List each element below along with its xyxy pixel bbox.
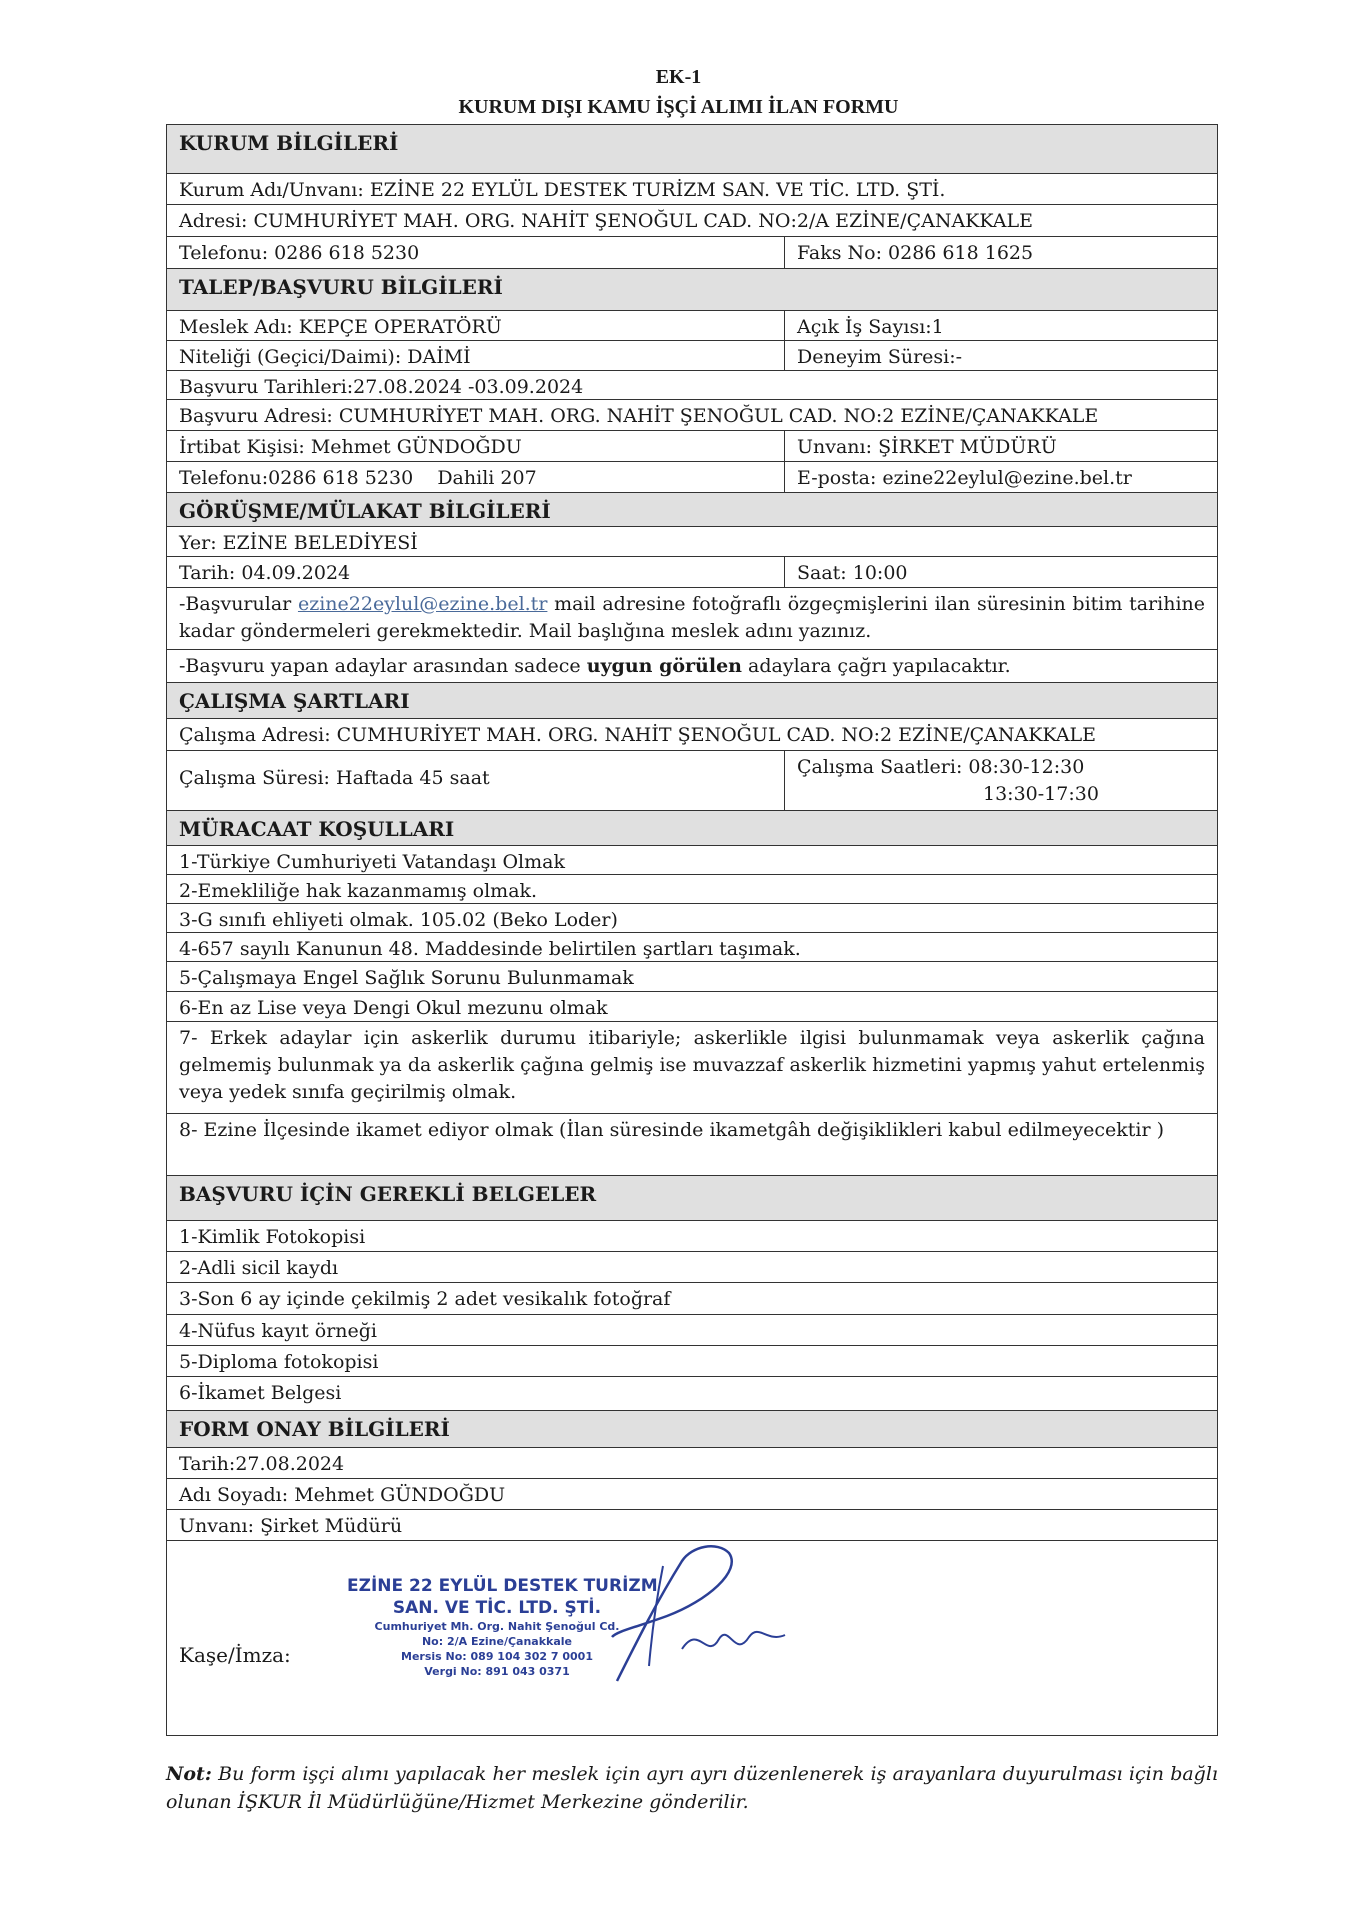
onay-tarih: Tarih:27.08.2024	[166, 1448, 1218, 1479]
kurum-name: Kurum Adı/Unvanı: EZİNE 22 EYLÜL DESTEK TURİZM SAN. VE TİC. LTD. ŞTİ.	[166, 174, 1218, 205]
muracaat-item: 3-G sınıfı ehliyeti olmak. 105.02 (Beko Loder)	[166, 904, 1218, 933]
kurum-phone: Telefonu: 0286 618 5230	[179, 242, 420, 264]
calisma-saatleri-1: Çalışma Saatleri: 08:30-12:30	[797, 756, 1085, 778]
stamp-line: No: 2/A Ezine/Çanakkale	[421, 1635, 573, 1648]
talep-row-2	[166, 341, 1218, 371]
calisma-time-row	[166, 751, 1218, 811]
application-form	[166, 124, 1218, 1736]
kurum-fax: Faks No: 0286 618 1625	[784, 237, 1217, 268]
belge-item: 2-Adli sicil kaydı	[166, 1252, 1218, 1283]
stamp-line: Cumhuriyet Mh. Org. Nahit Şenoğul Cd.	[374, 1620, 620, 1633]
muracaat-item: 2-Emekliliğe hak kazanmamış olmak.	[166, 875, 1218, 904]
kase-imza-label: Kaşe/İmza:	[179, 1643, 291, 1667]
kurum-contact-row	[166, 237, 1218, 269]
section-talep-heading: TALEP/BAŞVURU BİLGİLERİ	[166, 269, 1218, 311]
page-header	[0, 62, 1357, 122]
note2-post: adaylara çağrı yapılacaktır.	[741, 655, 1011, 677]
section-muracaat-heading: MÜRACAAT KOŞULLARI	[166, 811, 1218, 846]
belge-item: 1-Kimlik Fotokopisi	[166, 1221, 1218, 1252]
form-code: EK-1	[655, 66, 702, 88]
note2-pre: -Başvuru yapan adaylar arasından sadece	[179, 655, 587, 677]
muracaat-item: 8- Ezine İlçesinde ikamet ediyor olmak (İlan süresinde ikametgâh değişiklikleri kabul edilmeyecektir )	[166, 1114, 1218, 1176]
gorusme-note-selection	[166, 650, 1218, 683]
irtibat-telefonu: Telefonu:0286 618 5230 Dahili 207	[179, 467, 537, 489]
basvuru-adresi: Başvuru Adresi: CUMHURİYET MAH. ORG. NAHİT ŞENOĞUL CAD. NO:2 EZİNE/ÇANAKKALE	[166, 400, 1218, 431]
signature	[467, 1541, 797, 1691]
section-gorusme-heading: GÖRÜŞME/MÜLAKAT BİLGİLERİ	[166, 493, 1218, 527]
gorusme-note-email	[166, 588, 1218, 650]
section-calisma-heading: ÇALIŞMA ŞARTLARI	[166, 683, 1218, 719]
meslek-adi: Meslek Adı: KEPÇE OPERATÖRÜ	[179, 316, 502, 338]
note-label: Not:	[166, 1763, 212, 1785]
gorusme-time-row	[166, 557, 1218, 588]
email-link[interactable]: ezine22eylul@ezine.bel.tr	[297, 593, 548, 615]
muracaat-item: 6-En az Lise veya Dengi Okul mezunu olmak	[166, 992, 1218, 1022]
muracaat-item: 4-657 sayılı Kanunun 48. Maddesinde belirtilen şartları taşımak.	[166, 933, 1218, 962]
belge-item: 5-Diploma fotokopisi	[166, 1346, 1218, 1377]
calisma-adresi: Çalışma Adresi: CUMHURİYET MAH. ORG. NAHİT ŞENOĞUL CAD. NO:2 EZİNE/ÇANAKKALE	[166, 719, 1218, 751]
niteligi: Niteliği (Geçici/Daimi): DAİMİ	[179, 346, 471, 368]
note2-bold: uygun görülen	[586, 655, 742, 677]
stamp-line: SAN. VE TİC. LTD. ŞTİ.	[392, 1598, 602, 1618]
gorusme-saat: Saat: 10:00	[784, 557, 1217, 587]
irtibat-kisisi: İrtibat Kişisi: Mehmet GÜNDOĞDU	[179, 436, 522, 458]
basvuru-tarihleri: Başvuru Tarihleri:27.08.2024 -03.09.2024	[166, 371, 1218, 400]
acik-is-sayisi: Açık İş Sayısı:1	[784, 311, 1217, 340]
note1-post: mail adresine fotoğraflı özgeçmişlerini ilan süresinin bitim tarihine kadar göndermeleri gerekmektedir. Mail başlığına meslek adını yazınız.	[179, 593, 1206, 642]
deneyim-suresi: Deneyim Süresi:-	[784, 341, 1217, 370]
talep-row-1	[166, 311, 1218, 341]
kase-imza-box	[166, 1541, 1218, 1736]
onay-unvan: Unvanı: Şirket Müdürü	[166, 1510, 1218, 1541]
irtibat-eposta: E-posta: ezine22eylul@ezine.bel.tr	[784, 462, 1217, 492]
talep-row-4	[166, 462, 1218, 493]
calisma-suresi: Çalışma Süresi: Haftada 45 saat	[179, 767, 490, 789]
talep-row-3	[166, 431, 1218, 462]
stamp-line: EZİNE 22 EYLÜL DESTEK TURİZM	[347, 1576, 658, 1596]
stamp-line: Mersis No: 089 104 302 7 0001	[401, 1650, 593, 1663]
gorusme-yer: Yer: EZİNE BELEDİYESİ	[166, 527, 1218, 557]
belge-item: 6-İkamet Belgesi	[166, 1377, 1218, 1411]
calisma-saatleri	[784, 751, 1217, 810]
muracaat-item: 7- Erkek adaylar için askerlik durumu itibariyle; askerlikle ilgisi bulunmamak veya askerlik çağına gelmemiş bulunmak ya da askerlik çağına gelmiş ise muvazzaf askerlik hizmetini yapmış yahut ertelenmiş veya yedek sınıfa geçirilmiş olmak.	[166, 1022, 1218, 1114]
section-kurum-heading: KURUM BİLGİLERİ	[166, 124, 1218, 174]
muracaat-item: 5-Çalışmaya Engel Sağlık Sorunu Bulunmamak	[166, 962, 1218, 992]
section-onay-heading: FORM ONAY BİLGİLERİ	[166, 1411, 1218, 1448]
kurum-address: Adresi: CUMHURİYET MAH. ORG. NAHİT ŞENOĞUL CAD. NO:2/A EZİNE/ÇANAKKALE	[166, 205, 1218, 237]
form-title: KURUM DIŞI KAMU İŞÇİ ALIMI İLAN FORMU	[458, 96, 899, 118]
stamp-line: Vergi No: 891 043 0371	[424, 1665, 570, 1678]
onay-ad-soyad: Adı Soyadı: Mehmet GÜNDOĞDU	[166, 1479, 1218, 1510]
muracaat-item: 1-Türkiye Cumhuriyeti Vatandaşı Olmak	[166, 846, 1218, 875]
footer-note	[166, 1760, 1218, 1816]
gorusme-tarih: Tarih: 04.09.2024	[179, 562, 351, 584]
note-text: Bu form işçi alımı yapılacak her meslek için ayrı ayrı düzenlenerek iş arayanlara duyurulması için bağlı olunan İŞKUR İl Müdürlüğüne/Hizmet Merkezine gönderilir.	[166, 1763, 1218, 1813]
note1-pre: -Başvurular	[179, 593, 298, 615]
section-belgeler-heading: BAŞVURU İÇİN GEREKLİ BELGELER	[166, 1176, 1218, 1221]
calisma-saatleri-2: 13:30-17:30	[983, 783, 1099, 805]
irtibat-unvani: Unvanı: ŞİRKET MÜDÜRÜ	[784, 431, 1217, 461]
belge-item: 4-Nüfus kayıt örneği	[166, 1315, 1218, 1346]
belge-item: 3-Son 6 ay içinde çekilmiş 2 adet vesikalık fotoğraf	[166, 1283, 1218, 1315]
